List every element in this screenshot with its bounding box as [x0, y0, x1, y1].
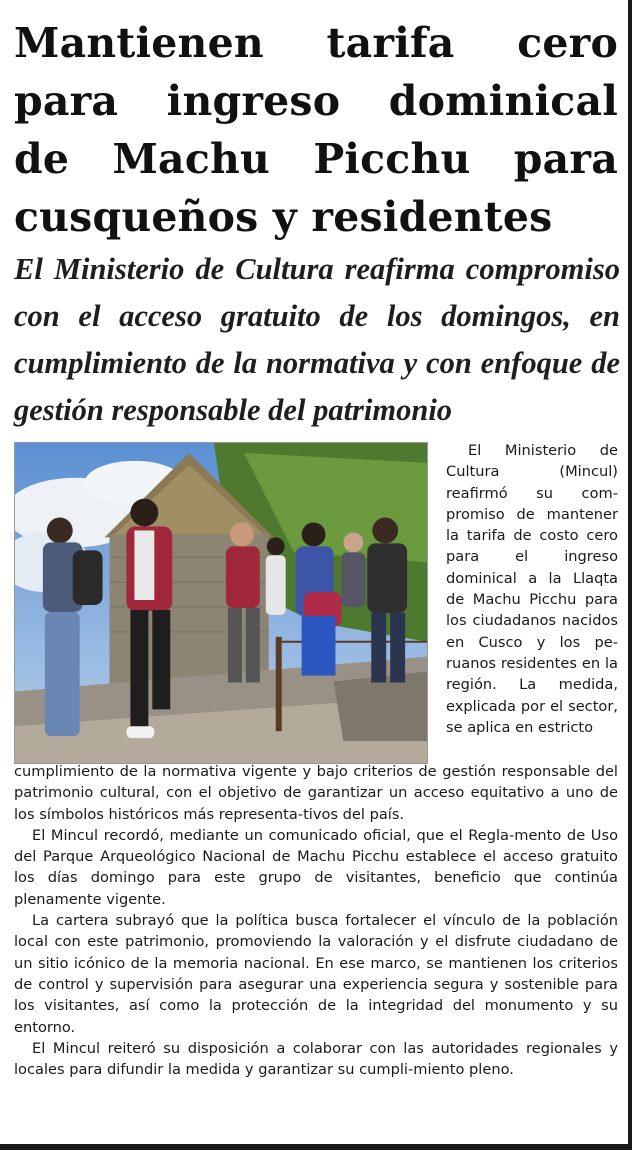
article-full-width-text: [14, 761, 618, 1080]
article-headline: Mantienen tarifa cero para ingreso dominical de Machu Picchu para cusqueños y residentes: [14, 19, 618, 241]
article-side-column: [446, 440, 618, 738]
article-paragraph-2: El Mincul recordó, mediante un comunicado oficial, que el Regla-mento de Uso del Parque Arqueológico Nacional de Machu Picchu establece el acceso gratuito los días domingo para este grupo de visitantes, beneficio que continúa plenamente vigente.: [14, 826, 618, 908]
machu-picchu-visitors-icon: [15, 443, 427, 763]
article-subheadline: El Ministerio de Cultura reafirma compromiso con el acceso gratuito de los domingos, en cumplimiento de la normativa y con enfoque de gestión responsable del patrimonio: [14, 252, 620, 427]
article-paragraph-1-continuation: cumplimiento de la normativa vigente y bajo criterios de gestión responsable del patrimonio cultural, con el objetivo de garantizar un acceso equitativo a uno de los símbolos históricos más representa-tivos del país.: [14, 763, 618, 823]
article-photo: [14, 442, 428, 764]
article-paragraph-3: La cartera subrayó que la política busca fortalecer el vínculo de la población local con este patrimonio, promoviendo la valoración y el disfrute ciudadano de un sitio icónico de la memoria nacional. En ese marco, se mantienen los criterios de control y supervisión para asegurar una experiencia segura y sostenible para los visitantes, así como la protección de la integridad del monumento y su entorno.: [14, 912, 618, 1036]
article-paragraph-1: El Ministerio de Cultura (Mincul) reafirmó su compromiso de mantener la tarifa de costo cero para el ingreso dominical a la Llaqta de Machu Picchu para los ciudadanos nacidos en Cusco y los peruanos residentes en la región. La medida, explicada por el sector, se aplica en estricto: [446, 442, 618, 736]
article-paragraph-4: El Mincul reiteró su disposición a colaborar con las autoridades regionales y locales para difundir la medida y garantizar su cumpli-miento pleno.: [14, 1039, 618, 1079]
